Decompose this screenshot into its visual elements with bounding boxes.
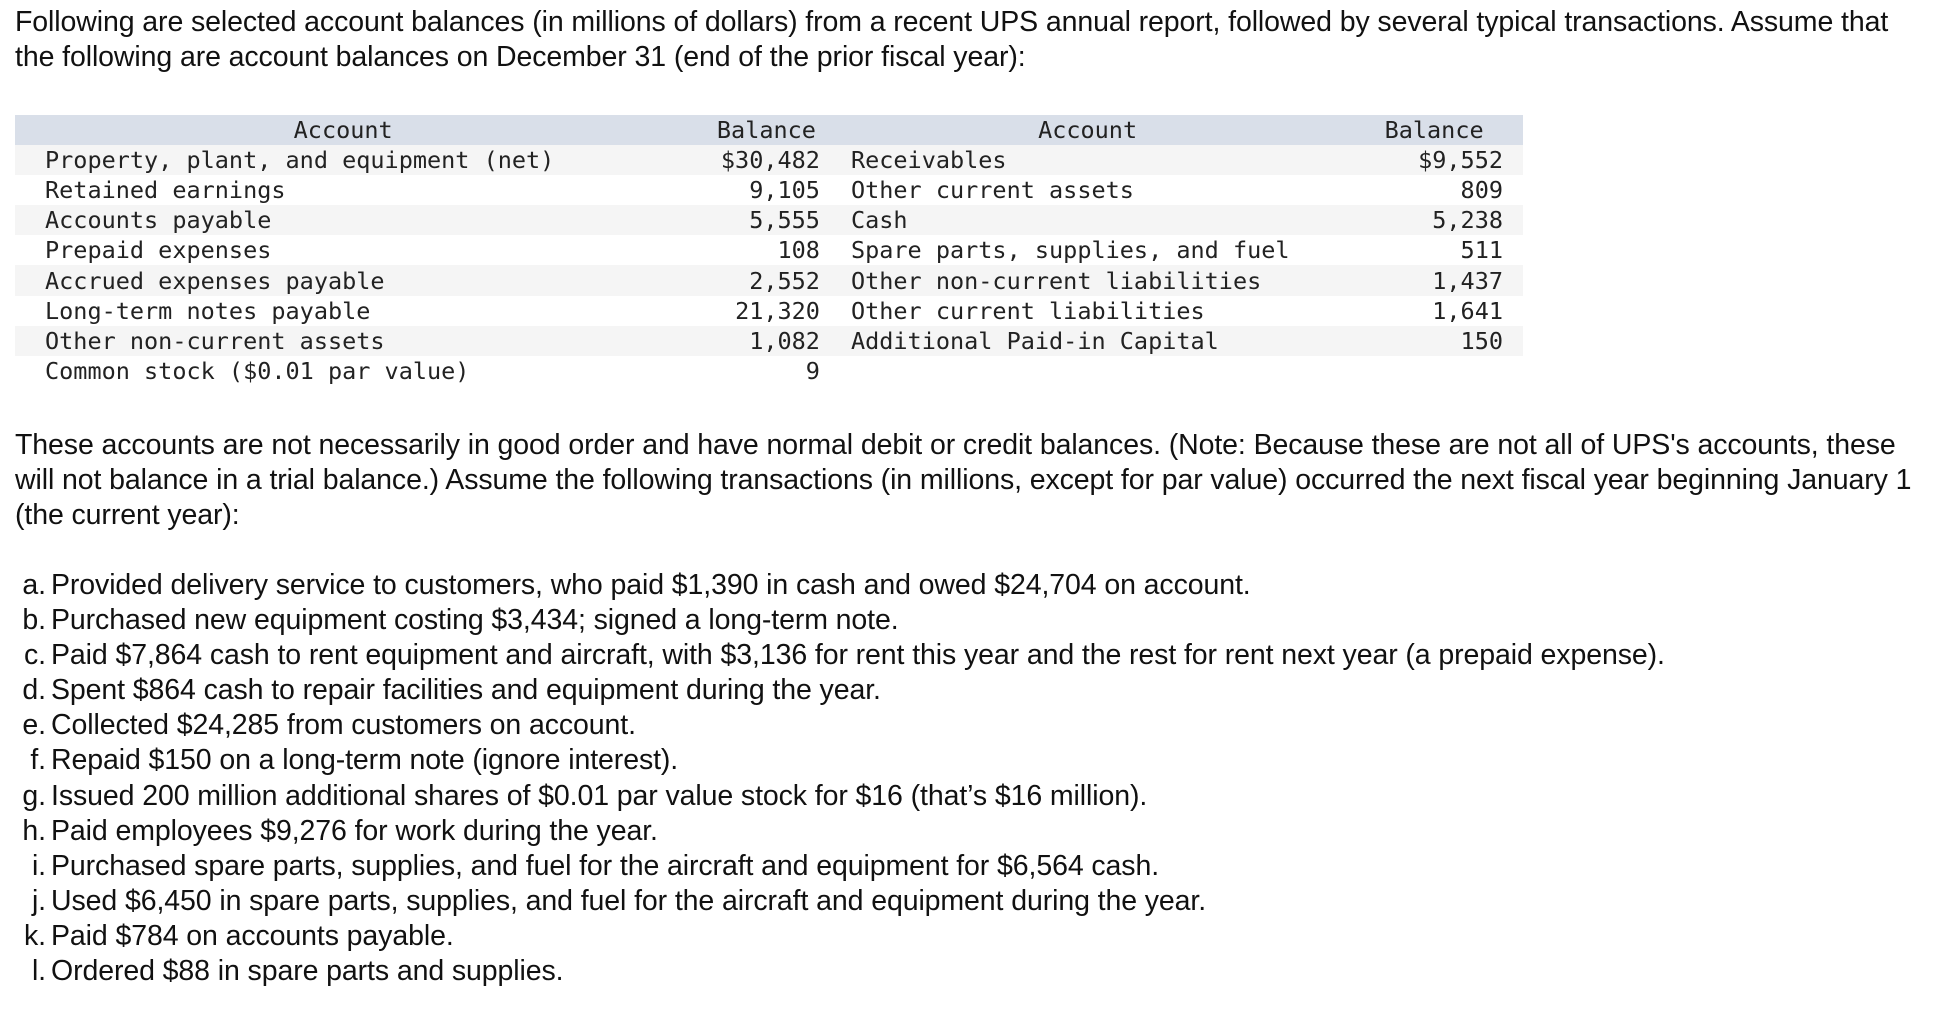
header-balance-right: Balance [1384,116,1484,145]
transaction-item [16,708,1665,743]
account-name: Spare parts, supplies, and fuel [850,236,1290,265]
transaction-text: Paid employees $9,276 for work during the year. [51,814,658,847]
transaction-item [16,779,1665,814]
transaction-item [16,603,1665,638]
account-name: Accrued expenses payable [45,266,385,295]
transaction-item [16,638,1665,673]
transaction-item [16,884,1665,919]
balance-value: 809 [1460,176,1503,205]
transaction-item [16,673,1665,708]
transaction-marker: a. [22,569,46,601]
balance-value: $30,482 [720,146,820,175]
transaction-marker: f. [30,744,46,777]
transaction-item [16,568,1665,603]
balance-value: 511 [1460,236,1503,265]
transaction-marker: k. [24,919,46,952]
transaction-text: Ordered $88 in spare parts and supplies. [51,955,564,988]
transaction-text: Repaid $150 on a long-term note (ignore interest). [51,744,679,777]
balance-value: 21,320 [735,296,820,325]
balance-value: 5,555 [749,206,820,235]
intro-paragraph: Following are selected account balances (in millions of dollars) from a recent UPS annual report, followed by several typical transactions. Assume that the following are account balances on December 31 (end of the prior fiscal year): [15,6,1889,73]
balance-value: 5,238 [1432,206,1503,235]
note-paragraph: These accounts are not necessarily in good order and have normal debit or credit balances. (Note: Because these are not all of UPS's accounts, these will not balance in a trial balance.) Assume the following transactions (in millions, except for par value) occurred the next fiscal year beginning January 1 (the current year): [15,429,1912,531]
account-name: Long-term notes payable [45,296,371,325]
table-row [15,175,1523,205]
transaction-text: Spent $864 cash to repair facilities and equipment during the year. [51,674,881,707]
transaction-text: Purchased spare parts, supplies, and fuel for the aircraft and equipment for $6,564 cash. [51,849,1160,882]
table-body [15,145,1523,386]
account-name: Receivables [850,146,1007,175]
account-name: Retained earnings [45,176,286,205]
transaction-marker: i. [31,849,46,882]
transaction-item [16,814,1665,849]
transaction-text: Collected $24,285 from customers on account. [51,709,636,742]
table-row [15,205,1523,235]
account-balances-table [15,115,1523,386]
header-account-left: Account [293,116,393,145]
balance-value: 2,552 [749,266,820,295]
transaction-marker: c. [24,639,46,672]
balance-value: 150 [1460,326,1503,355]
transaction-text: Paid $784 on accounts payable. [51,919,454,952]
account-name [830,356,1345,386]
account-name: Accounts payable [45,206,272,235]
balance-value: $9,552 [1418,146,1503,175]
header-account-right: Account [1038,116,1138,145]
account-name: Common stock ($0.01 par value) [45,356,470,385]
account-name: Other current assets [850,176,1134,205]
transaction-item [16,919,1665,954]
account-name: Cash [850,206,908,235]
transaction-item [16,849,1665,884]
transaction-text: Provided delivery service to customers, who paid $1,390 in cash and owed $24,704 on account. [51,569,1251,601]
table-row [15,265,1523,295]
transactions-list [16,568,1665,989]
transaction-marker: g. [22,779,46,812]
balance-value [1345,356,1523,386]
account-name: Other non-current assets [45,326,385,355]
table-row [15,356,1523,386]
balance-value: 1,641 [1432,296,1503,325]
header-balance-left: Balance [716,116,816,145]
table-header-row [15,115,1523,145]
balance-value: 1,082 [749,326,820,355]
transaction-marker: l. [31,955,46,988]
transaction-marker: e. [22,709,46,742]
transaction-text: Purchased new equipment costing $3,434; signed a long-term note. [51,604,899,637]
transaction-marker: j. [31,884,46,917]
transaction-marker: h. [22,814,46,847]
table-row [15,296,1523,326]
balance-value: 9 [805,356,820,385]
balance-value: 108 [777,236,820,265]
transaction-item [16,954,1665,989]
transaction-marker: b. [22,604,46,637]
account-name: Other non-current liabilities [850,266,1262,295]
account-name: Prepaid expenses [45,236,272,265]
transaction-item [16,743,1665,778]
account-name: Property, plant, and equipment (net) [45,146,555,175]
transaction-marker: d. [22,674,46,707]
balance-value: 9,105 [749,176,820,205]
table-row [15,145,1523,175]
table-row [15,326,1523,356]
account-name: Other current liabilities [850,296,1205,325]
account-name: Additional Paid-in Capital [850,326,1219,355]
transaction-text: Paid $7,864 cash to rent equipment and aircraft, with $3,136 for rent this year and the rest for rent next year (a prepaid expense). [51,639,1665,672]
transaction-text: Issued 200 million additional shares of $0.01 par value stock for $16 (that’s $16 million). [51,779,1148,812]
transaction-text: Used $6,450 in spare parts, supplies, and fuel for the aircraft and equipment during the year. [51,884,1207,917]
balance-value: 1,437 [1432,266,1503,295]
table-row [15,235,1523,265]
